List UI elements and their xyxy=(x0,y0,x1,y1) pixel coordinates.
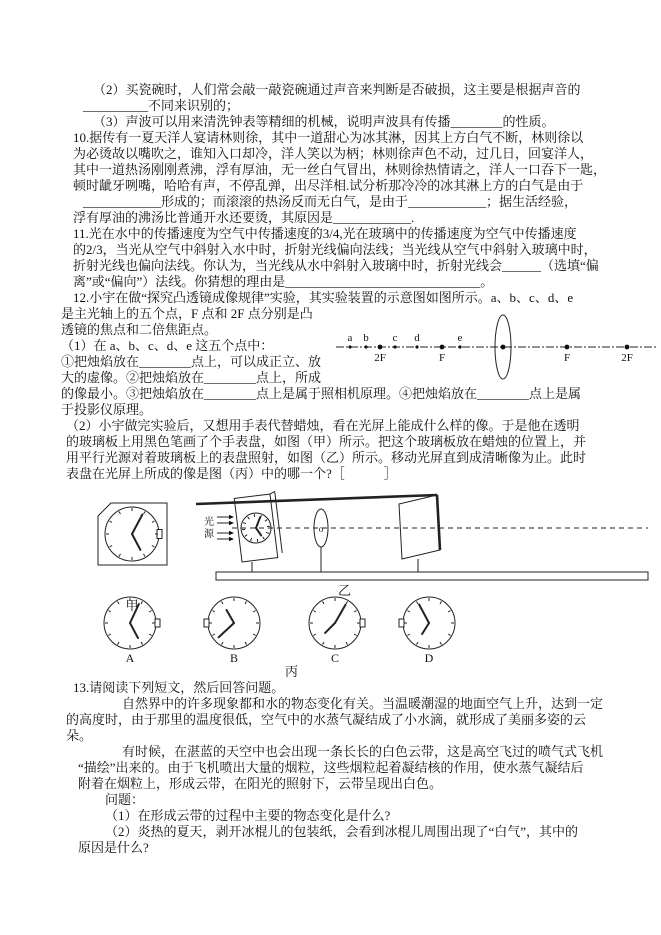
q12-line: 透镜的焦点和二倍焦距点。 xyxy=(61,322,218,337)
light-source-label: 光 xyxy=(204,517,214,528)
q12-line: 是主光轴上的五个点，F 点和 2F 点分别是凸 xyxy=(61,306,313,321)
point-2f-left xyxy=(378,345,383,350)
light-source-label: 源 xyxy=(204,529,214,540)
point-f-right xyxy=(565,345,570,350)
figure-jia-label: 甲 xyxy=(125,598,139,613)
q13-line: 问题： xyxy=(105,792,145,807)
q13-line: （1）在形成云带的过程中主要的物态变化是什么? xyxy=(105,808,391,823)
point-d-label: d xyxy=(414,332,420,344)
q13-line: 朵。 xyxy=(66,728,93,743)
point-b-label: b xyxy=(363,332,369,344)
q13-line: “描绘”出来的。由于飞机喷出大量的烟粒，这些烟粒起着凝结核的作用，使水蒸气凝结后 xyxy=(78,760,584,775)
option-c-label: C xyxy=(330,651,340,665)
watch-face-jia xyxy=(105,507,162,561)
q11-line: 离”或“偏向”）法线。你猜想的理由是______________________________。 xyxy=(73,274,494,289)
q12-line: 大的虚像。②把烛焰放在________点上，所成 xyxy=(61,370,322,385)
q11-line: 11.光在水中的传播速度为空气中传播速度的3/4,光在玻璃中的传播速度为空气中传播速度 xyxy=(73,226,577,241)
q12-line: ①把烛焰放在________点上，可以成正立、放 xyxy=(61,354,322,369)
q13-line: 13.请阅读下列短文，然后回答问题。 xyxy=(73,680,285,695)
q11-line: 折射光线也偏向法线。你认为，当光线从水中斜射入玻璃中时，折射光线会______（选填“偏 xyxy=(73,258,599,273)
point-c xyxy=(393,345,396,348)
point-e xyxy=(458,345,461,348)
point-f-left-label: F xyxy=(438,352,446,364)
option-d-label: D xyxy=(424,651,434,665)
point-a xyxy=(348,345,351,348)
q12-part2-line: （2）小宇做完实验后，又想用手表代替蜡烛，看在光屏上能成什么样的像。于是他在透明 xyxy=(66,418,580,433)
q10-line: ____________形成的；而滚滚的热汤反而无白气，是由于____________；据生活经验， xyxy=(83,194,578,209)
point-2f-right xyxy=(625,345,630,350)
point-2f-left-label: 2F xyxy=(374,352,386,364)
document-text xyxy=(61,82,607,856)
q10-line: 其中一道热汤刚刚煮沸，浮有厚油，无一丝白气冒出，林则徐热情请之，洋人一口吞下一匙， xyxy=(73,162,607,177)
minute-hand xyxy=(132,515,142,534)
q12-line: 的像最小。③把烛焰放在________点上是属于照相机原理。④把烛焰放在________点上是属 xyxy=(61,386,582,401)
q13-line: （2）炎热的夏天，剥开冰棍儿的包装纸，会看到冰棍儿周围出现了“白气”，其中的 xyxy=(105,824,579,839)
q12-part2-line: 用平行光源对着玻璃板上的表盘照射，如图（乙）所示。移动光屏直到成清晰像为止。此时 xyxy=(66,450,587,465)
figure-yi-label: 乙 xyxy=(338,583,352,598)
point-e-label: e xyxy=(457,332,463,344)
point-a-label: a xyxy=(347,332,353,344)
point-d xyxy=(415,345,418,348)
q12-line: （1）在 a、b、c、d、e 这五个点中： xyxy=(61,338,274,353)
q10-line: 为必烫故以嘴吹之，谁知入口却冷，洋人笑以为柄；林则徐声色不动，过几日，回宴洋人， xyxy=(73,146,594,161)
q13-line: 有时候，在湛蓝的天空中也会出现一条长长的白色云带，这是高空飞过的喷气式飞机 xyxy=(122,744,604,759)
lens-center-dot xyxy=(501,345,506,350)
clock-option-A xyxy=(104,597,160,665)
point-f-right-label: F xyxy=(563,352,571,364)
q12-part2-line: 的玻璃板上用黑色笔画了个手表盘，如图（甲）所示。把这个玻璃板放在蜡烛的位置上，并 xyxy=(66,434,587,449)
table-surface xyxy=(216,572,648,580)
option-a-label: A xyxy=(125,651,135,665)
q13-line: 自然界中的许多现象都和水的物态变化有关。当温暖潮湿的地面空气上升，达到一定 xyxy=(122,696,604,711)
clock-option-D xyxy=(399,597,455,665)
option-b-label: B xyxy=(229,651,239,665)
clock-option-C xyxy=(309,597,365,665)
hour-hand xyxy=(132,534,140,550)
q13-line: 附着在烟粒上，形成云带，在阳光的照射下，云带呈现出白色。 xyxy=(78,776,443,791)
q10-line: 10.据传有一夏天洋人宴请林则徐，其中一道甜心为冰其淋，因其上方白气不断，林则徐以 xyxy=(73,130,584,145)
figure-bing-options xyxy=(85,588,515,683)
lens-center-label: o xyxy=(318,524,324,534)
q10-line: 浮有厚油的沸汤比普通开水还要烫，其原因是____________. xyxy=(73,210,415,225)
q9-part2-line: __________不同来识别的； xyxy=(83,98,240,113)
point-b xyxy=(364,345,367,348)
q9-part3-line: （3）声波可以用来清洗钟表等精细的机械，说明声波具有传播________的性质。 xyxy=(93,114,555,129)
point-f-left xyxy=(440,345,445,350)
figure-bing-label: 丙 xyxy=(285,664,299,679)
light-screen xyxy=(399,495,440,559)
clock-option-B xyxy=(204,597,260,665)
q12-line: 12.小宇在做“探究凸透镜成像规律”实验，其实验装置的示意图如图所示。a、b、c、d、e xyxy=(73,290,574,305)
light-source-arrows xyxy=(217,515,234,541)
q12-part2-line: 表盘在光屏上所成的像是图（丙）中的哪一个?［ ］ xyxy=(66,466,397,481)
point-c-label: c xyxy=(392,332,398,344)
q9-part2-line: （2）买瓷碗时，人们常会敲一敲瓷碗通过声音来判断是否破损，这主要是根据声音的 xyxy=(93,82,581,97)
q13-line: 原因是什么? xyxy=(78,840,149,855)
figure-yi-setup xyxy=(196,492,658,600)
q11-line: 的2/3，当光从空气中斜射入水中时，折射光线偏向法线；当光线从空气中斜射入玻璃中时， xyxy=(73,242,597,257)
q13-line: 的高度时，由于那里的温度很低，空气中的水蒸气凝结成了小水滴，就形成了美丽多姿的云 xyxy=(66,712,587,727)
q12-line: 于投影仪原理。 xyxy=(61,402,153,417)
q10-line: 顿时龇牙咧嘴，哈哈有声，不停乱弹，出尽洋相.试分析那冷冷的冰其淋上方的白气是由于 xyxy=(73,178,584,193)
point-2f-right-label: 2F xyxy=(621,352,633,364)
principal-axis-diagram xyxy=(333,298,660,393)
